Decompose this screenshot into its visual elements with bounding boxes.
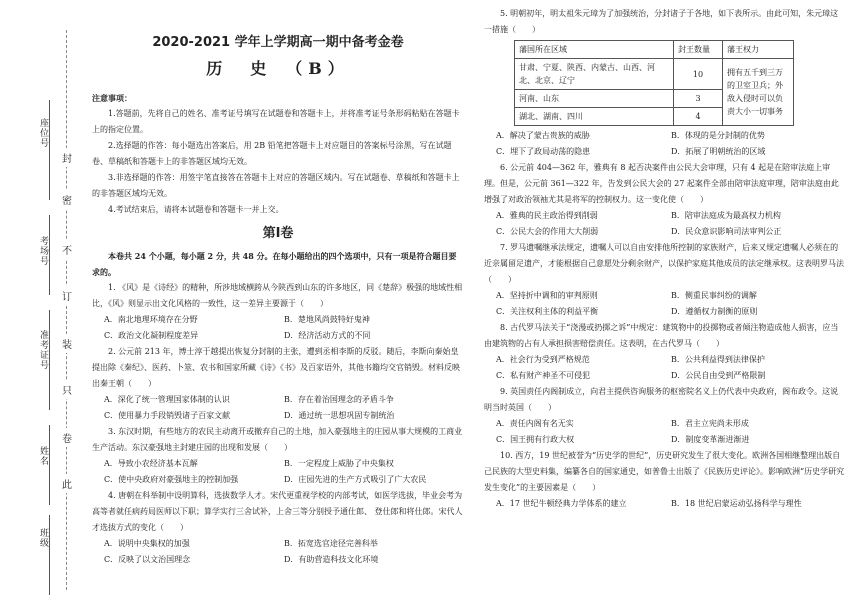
table-cell: 10 [674, 59, 723, 90]
question-stem: 6. 公元前 404—362 年，雅典有 8 起否决案件由公民大会审理，只有 4 起是在陪审法庭上审理。但是，公元前 361—322 年，告发到公民大会的 27 起案件全部由陪审法庭审理，陪审法庭由此增强了对政治领袖尤其是将军的控制权力。这一变化使（ ） [484, 163, 839, 204]
exam-title: 2020-2021 学年上学期高一期中备考金卷 [152, 35, 404, 50]
seat-number-label: 座位号 [38, 118, 48, 148]
option: A．17 世纪牛顿经典力学体系的建立 [496, 499, 627, 508]
question-stem: 9. 英国责任内阁制成立，向君主提供咨询服务的枢密院名义上仍代表中央政府，阁布政令。这说明当时英国（ ） [484, 387, 839, 412]
field-line [49, 215, 50, 295]
table-cell: 湖北、湖南、四川 [515, 108, 674, 126]
cut-char: 密 [62, 190, 72, 209]
cut-char: 装 [62, 334, 72, 353]
field-line [49, 100, 50, 200]
question [92, 488, 464, 568]
table-cell: 拥有五千到三万的卫室卫兵；外敌入侵时可以负责大小一切事务 [723, 59, 794, 126]
option: D．制度变革渐进渐进 [671, 435, 750, 444]
option: A．深化了统一管理国家体制的认识 [104, 395, 230, 404]
option: A．解决了蒙古贵族的威胁 [496, 131, 590, 140]
option: D．通过统一思想巩固专制统治 [284, 411, 395, 420]
option: D．拓展了明朝统治的区域 [671, 147, 766, 156]
option: D．遵循权力制衡的原则 [671, 307, 758, 316]
cut-char: 卷 [62, 428, 72, 447]
cut-char: 封 [62, 148, 72, 167]
option: B．陪审法庭成为最高权力机构 [671, 211, 781, 220]
table-header: 藩王权力 [723, 41, 794, 59]
field-line [49, 515, 50, 595]
question [92, 424, 464, 488]
question-stem: 1. 《风》是《诗经》的精种，所涉地域横跨从今陕西到山东的许多地区，同《楚辞》极强的地域性相比，《风》则显示出文化风格的一致性，这一差异主要源于（ ） [92, 283, 463, 308]
table-header: 封王数量 [674, 41, 723, 59]
question [92, 280, 464, 344]
option: C．埋下了政局动荡的隐患 [496, 147, 591, 156]
question [484, 320, 846, 384]
admission-number-label: 准考证号 [38, 330, 48, 370]
notice-item: 2.选择题的作答：每小题选出答案后，用 2B 铅笔把答题卡上对应题目的答案标号涂黑，写在试题卷、草稿纸和答题卡上的非答题区域均无效。 [92, 141, 452, 166]
option: C．公民大会的作用大大削弱 [496, 227, 599, 236]
option: B．存在着治国理念的矛盾斗争 [284, 395, 394, 404]
cut-char: 不 [62, 240, 72, 259]
option: C．国王拥有行政大权 [496, 435, 575, 444]
option: B．拓宽选官途径完善科举 [284, 539, 378, 548]
class-label: 班级 [38, 528, 48, 548]
section-instruction: 本卷共 24 个小题，每小题 2 分，共 48 分。在每小题给出的四个选项中，只有一项是符合题目要求的。 [92, 251, 457, 277]
option: C．反映了以文治国理念 [104, 555, 191, 564]
option: D．公民自由受到严格限制 [671, 371, 766, 380]
option: B．君主立宪尚未形成 [671, 419, 749, 428]
question [484, 6, 846, 160]
option: B．侧重民事纠纷的调解 [671, 291, 757, 300]
field-line [49, 310, 50, 410]
option: C．政治文化凝制程度差异 [104, 331, 199, 340]
option: D．民众意识影响司法审判公正 [671, 227, 782, 236]
question-stem: 5. 明朝初年，明太祖朱元璋为了加强统治，分封诸子于各地，如下表所示。由此可知，朱元璋这一措施（ ） [484, 9, 839, 34]
option: A．导致小农经济基本瓦解 [104, 459, 198, 468]
cut-char: 此 [62, 474, 72, 493]
name-label: 姓名 [38, 446, 48, 466]
binding-margin [0, 0, 92, 608]
table-cell: 甘肃、宁夏、陕西、内蒙古、山西、河北、北京、辽宁 [515, 59, 674, 90]
question [484, 448, 846, 512]
option: C．关注权利主体的利益平衡 [496, 307, 599, 316]
option: C．使中央政府对豪强地主的控制加强 [104, 475, 239, 484]
option: B．公共利益得到法律保护 [671, 355, 765, 364]
left-column [92, 30, 464, 568]
option: A．南北地理环境存在分野 [104, 315, 198, 324]
subject-title: 历 史 （B） [206, 59, 350, 78]
question [92, 344, 464, 424]
table-header: 藩国所在区域 [515, 41, 674, 59]
cut-char: 只 [62, 380, 72, 399]
option: C．使用暴力手段销毁诸子百家文献 [104, 411, 231, 420]
option: C．私有财产神圣不可侵犯 [496, 371, 591, 380]
question-stem: 7. 罗马遗嘱继承法规定，遗嘱人可以自由安排他所控制的家族财产，后来又规定遗嘱人必须在的近亲属留足遗产，才能根据自己意愿处分剩余财产，以保护家庭其他成员的法定继承权。这表明罗马法（ ） [484, 243, 844, 284]
option: A．雅典的民主政治得到削弱 [496, 211, 598, 220]
option: A．社会行为受到严格规范 [496, 355, 590, 364]
question-stem: 4. 唐朝在科举制中设明算科，选拔数学人才。宋代更重视学校的内部考试，如医学选拔，毕业会考为高等者就任病药局医师以下职；算学实行三舍试补，上舍三等分别授予通仕郎、 登仕郎和将仕郎。宋代人才选拔方式的变化（ ） [92, 491, 463, 532]
table-cell: 河南、山东 [515, 90, 674, 108]
option: A．说明中央集权的加强 [104, 539, 190, 548]
notice-heading: 注意事项： [92, 93, 132, 103]
question-stem: 8. 古代罗马法关于“浇漫或扔掷之诉”中规定：建筑物中的投掷物或者倾注物造成他人损害，应当由建筑物的占有人承担损害赔偿责任。这表明，在古代罗马（ ） [484, 323, 839, 348]
right-column [484, 6, 846, 512]
table-row [515, 59, 794, 90]
fief-table [514, 40, 794, 126]
cut-char: 订 [62, 286, 72, 305]
option: B．18 世纪启蒙运动弘扬科学与理性 [671, 499, 802, 508]
notice-item: 3.非选择题的作答：用签字笔直接答在答题卡上对应的答题区域内。写在试题卷、草稿纸和答题卡上的非答题区域均无效。 [92, 173, 460, 198]
option: D．经济活动方式的不同 [284, 331, 371, 340]
table-cell: 4 [674, 108, 723, 126]
question-stem: 2. 公元前 213 年，博士淳于越提出恢复分封制的主张，遭到丞相李斯的反驳。随后，李斯向秦始皇提出除《秦纪》、医药、卜筮、农书和国家所藏《诗》《书》及百家语外，其他书籍均交官销毁。材料反映出秦王朝（ ） [92, 347, 460, 388]
notice-item: 4.考试结束后，请将本试题卷和答题卡一并上交。 [108, 205, 284, 214]
question [484, 384, 846, 448]
cut-line [66, 30, 67, 590]
table-cell: 3 [674, 90, 723, 108]
section-title: 第Ⅰ卷 [262, 226, 294, 241]
option: B．楚地风尚鼓特好鬼神 [284, 315, 370, 324]
question [484, 240, 846, 320]
option: D．有助营造科技文化环境 [284, 555, 379, 564]
option: A．坚持折中调和的审判原则 [496, 291, 598, 300]
option: B．一定程度上威胁了中央集权 [284, 459, 394, 468]
question [484, 160, 846, 240]
field-line [49, 425, 50, 505]
notice-item: 1.答题前，先将自己的姓名、准考证号填写在试题卷和答题卡上，并将准考证号条形码粘贴在答题卡上的指定位置。 [92, 109, 460, 134]
question-stem: 3. 东汉时期，有些地方的农民主动离开或撤弃自己的土地，加入豪强地主的庄园从事大规模的工商业生产活动。东汉豪强地主封建庄园的出现和发展（ ） [92, 427, 463, 452]
option: B．体现的是分封制的优势 [671, 131, 765, 140]
question-stem: 10. 西方，19 世纪被誉为“历史学的世纪”，历史研究发生了很大变化。欧洲各国相继整理出版自己民族的大型史料集，编纂各自的国家通史，如普鲁士出版了《民族历史评论》。影响欧洲“历史学研究发生变化”的主要因素是（ ） [484, 451, 845, 492]
option: A．责任内阁有名无实 [496, 419, 574, 428]
exam-room-label: 考场号 [38, 236, 48, 266]
option: D．庄园先进的生产方式吸引了广大农民 [284, 475, 427, 484]
